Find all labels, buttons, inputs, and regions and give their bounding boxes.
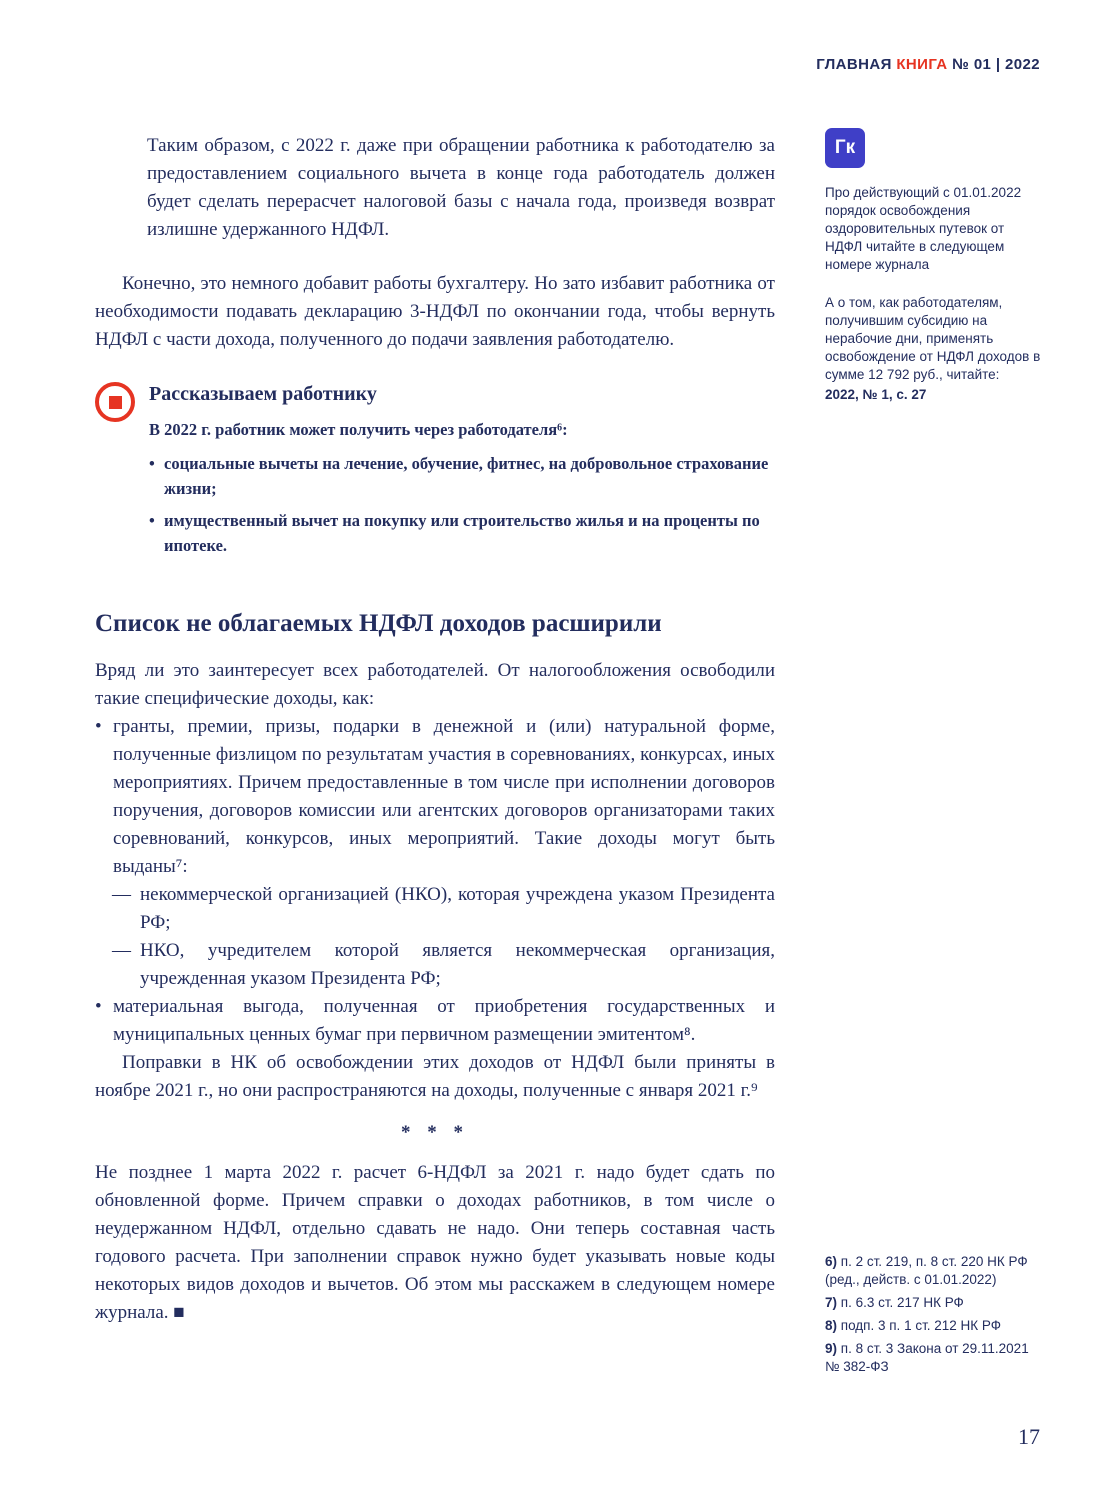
article-body <box>95 132 775 1327</box>
section-heading: Список не облагаемых НДФЛ доходов расширили <box>95 610 662 637</box>
asterisk-separator: * * * <box>401 1122 469 1143</box>
sidebar-note <box>825 294 1041 404</box>
footnote <box>825 1317 1041 1335</box>
journal-issue: № 01 | 2022 <box>952 56 1040 73</box>
bullet-item: • гранты, премии, призы, подарки в денежной и (или) натуральной форме, полученные физлицом по результатам участия в соревнованиях, конкурсах, иных мероприятиях. Причем предоставленные в том числе при исполнении договоров поручения, договоров комиссии или агентских договоров организаторами таких соревнований, конкурсов, иных мероприятий. Такие доходы могут быть выданы⁷: <box>95 713 775 881</box>
footnote-number: 6) <box>825 1254 838 1269</box>
sidebar-note-reference: 2022, № 1, с. 27 <box>825 387 927 402</box>
footnote-text: п. 2 ст. 219, п. 8 ст. 220 НК РФ (ред., действ. с 01.01.2022) <box>825 1254 1028 1287</box>
section-lead-paragraph: Вряд ли это заинтересует всех работодателей. От налогообложения освободили такие специфические доходы, как: <box>95 660 775 709</box>
gk-logo: Гк <box>825 128 865 168</box>
callout-square-icon <box>109 396 122 409</box>
page-number: 17 <box>1018 1424 1040 1449</box>
footnote <box>825 1340 1041 1376</box>
sidebar <box>825 128 1041 424</box>
callout-list-item: • социальные вычеты на лечение, обучение, фитнес, на добровольное страхование жизни; <box>149 451 775 501</box>
footnote-text: п. 8 ст. 3 Закона от 29.11.2021 № 382-ФЗ <box>825 1341 1029 1374</box>
journal-masthead <box>816 56 1040 73</box>
bullet-item: • материальная выгода, полученная от приобретения государственных и муниципальных ценных бумаг при первичном размещении эмитентом⁸. <box>95 993 775 1049</box>
footnote-number: 8) <box>825 1318 838 1333</box>
sidebar-note-text: А о том, как работодателям, получившим субсидию на нерабочие дни, применять освобождение от НДФЛ доходов в сумме 12 792 руб., читайте: <box>825 295 1041 382</box>
footnote-text: п. 6.3 ст. 217 НК РФ <box>840 1295 964 1310</box>
dash-sub-item: — НКО, учредителем которой является некоммерческая организация, учрежденная указом Президента РФ; <box>95 937 775 993</box>
callout-list-item: • имущественный вычет на покупку или строительство жилья и на проценты по ипотеке. <box>149 508 775 558</box>
final-paragraph: Не позднее 1 марта 2022 г. расчет 6-НДФЛ за 2021 г. надо будет сдать по обновленной форме. Причем справки о доходах работников, в том числе о неудержанном НДФЛ, отдельно сдавать не надо. Они теперь составная часть годового расчета. При заполнении справок нужно будет указывать новые коды некоторых видов доходов и вычетов. Об этом мы расскажем в следующем номере журнала. ■ <box>95 1162 775 1323</box>
worker-callout <box>95 380 775 565</box>
callout-marker-icon <box>95 382 135 422</box>
footnote-number: 9) <box>825 1341 838 1356</box>
footnote-text: подп. 3 п. 1 ст. 212 НК РФ <box>840 1318 1002 1333</box>
footnotes-block <box>825 1253 1041 1381</box>
body-paragraph: Конечно, это немного добавит работы бухгалтеру. Но зато избавит работника от необходимости подавать декларацию 3-НДФЛ по окончании года, чтобы вернуть НДФЛ с части дохода, полученного до подачи заявления работодателю. <box>95 273 775 350</box>
intro-paragraph: Таким образом, с 2022 г. даже при обращении работника к работодателю за предоставлением социального вычета в конце года работодатель должен будет сделать перерасчет налоговой базы с начала года, произведя возврат излишне удержанного НДФЛ. <box>147 135 775 240</box>
footnote <box>825 1253 1041 1289</box>
section-closing-paragraph: Поправки в НК об освобождении этих доходов от НДФЛ были приняты в ноябре 2021 г., но они распространяются на доходы, полученные с января 2021 г.⁹ <box>95 1052 775 1101</box>
dash-sub-item: — некоммерческой организацией (НКО), которая учреждена указом Президента РФ; <box>95 881 775 937</box>
journal-name-part1: ГЛАВНАЯ <box>816 56 892 73</box>
callout-content <box>149 380 775 565</box>
callout-intro: В 2022 г. работник может получить через работодателя⁶: <box>149 420 568 439</box>
footnote-number: 7) <box>825 1295 838 1310</box>
callout-title: Рассказываем работнику <box>149 383 377 405</box>
sidebar-note: Про действующий с 01.01.2022 порядок освобождения оздоровительных путевок от НДФЛ читайте в следующем номере журнала <box>825 185 1022 272</box>
journal-name-part2: КНИГА <box>896 56 948 73</box>
footnote <box>825 1294 1041 1312</box>
